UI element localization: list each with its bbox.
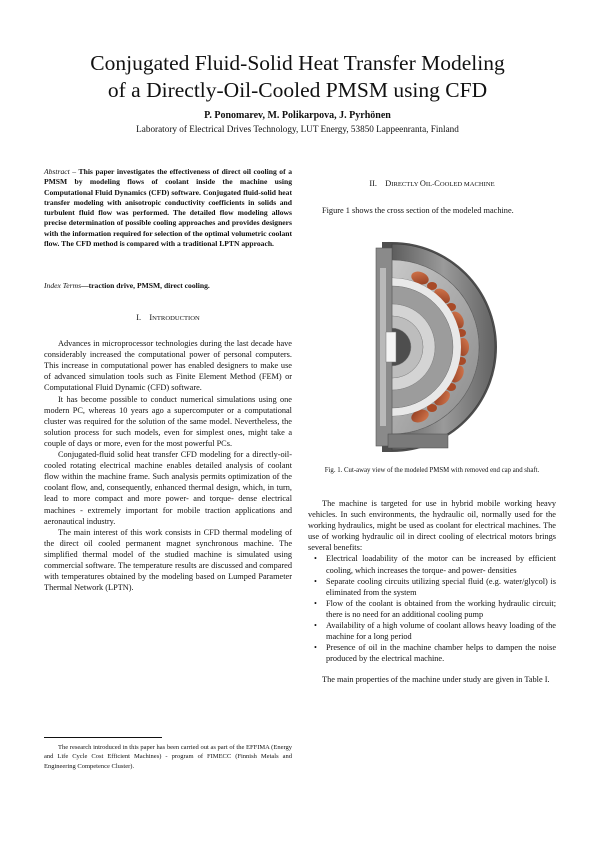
motor-cutaway-figure [362,238,505,456]
section-1-heading [44,312,292,324]
benefits-list-item [308,553,556,575]
title-line-2: of a Directly-Oil-Cooled PMSM using CFD [107,78,488,102]
bullet-icon: • [314,643,317,653]
section-1-initial: I [149,313,153,322]
end-plate-inner [380,268,386,426]
bullet-text: Availability of a high volume of coolant allows heavy loading of the machine for a long period [326,621,556,642]
section-1-paragraph: Conjugated-fluid solid heat transfer CFD modeling for a directly-oil-cooled rotating electrical machine enables detailed analysis of coolant flow within the machine frame. Such analysis permits optimization of the coolant flow, and, consequently, enhanced thermal design, which, in turn, lead to more compact and more power- and torque- dense electrical machines - extremely important for mobile traction applications and aeronautical industry. [44,450,292,526]
section-2-paragraph: The machine is targeted for use in hybrid mobile working heavy vehicles. In such environments, the hydraulic oil, normally used for the working hydraulics, might be used as coolant for electrical machines. The use of working hydraulic oil in direct cooling of electrical motors brings several benefits: [308,499,556,553]
section-1-paragraph: Advances in microprocessor technologies during the last decade have considerably increased the computational power of personal computers. This increase in computational power has enabled designers to make use of advanced simulation tools such as Finite Element Method (FEM) or Computational Fluid Dynamic (CFD) software. [44,339,292,393]
section-2-initial: O [419,179,426,188]
bullet-text: Flow of the coolant is obtained from the working hydraulic circuit; there is no need for an additional cooling pump [326,598,556,619]
section-2-initial: C [434,179,440,188]
index-terms [44,281,292,291]
housing-base [388,434,448,448]
benefits-list [308,553,556,664]
bullet-icon: • [314,621,317,631]
bullet-text: Presence of oil in the machine chamber helps to dampen the noise produced by the electrical machine. [326,643,556,664]
affiliation: Laboratory of Electrical Drives Technology, LUT Energy, 53850 Lappeenranta, Finland [136,124,459,134]
section-1 [44,312,292,593]
section-2-body [308,498,556,686]
section-2-closing: The main properties of the machine under study are given in Table I. [322,675,550,685]
footnote-rule [44,737,162,738]
benefits-list-item [308,598,556,620]
section-2-title-part: IL- [425,181,435,188]
section-1-paragraph: It has become possible to conduct numerical simulations using one modern PC, whereas 10 years ago a supercomputer or a computational cluster was required for the solution of the same model. Nevertheless, the solution process for such models, even for simplest ones, might take a couple of days or more, even for the most powerful PCs. [44,394,292,448]
bullet-text: Separate cooling circuits utilizing special fluid (e.g. water/glycol) is eliminated from the system [326,576,556,597]
section-1-title-rest: NTRODUCTION [152,315,200,322]
paper-title [0,50,595,104]
bullet-icon: • [314,598,317,608]
section-1-numeral: I. [136,313,142,322]
footnote: The research introduced in this paper has been carried out as part of the EFFIMA (Energy and Life Cycle Cost Efficient Machines) - program of FIMECC (Finnish Metals and Engineering Competence Cluster). [44,744,292,770]
bullet-icon: • [314,576,317,586]
index-terms-text: —traction drive, PMSM, direct cooling. [81,281,210,290]
motor-cutaway-image [362,238,505,456]
abstract-label: Abstract – [44,167,77,176]
figure-1-caption: Fig. 1. Cut-away view of the modeled PMSM with removed end cap and shaft. [324,467,540,474]
section-1-paragraph: The main interest of this work consists in CFD thermal modeling of the direct oil cooled permanent magnet synchronous machine. The simplified thermal model of the studied machine is simulated using commercial software. The temperature results are discussed and compared with temperatures obtained by the modeling based on Lumped Parameter Thermal Network (LPTN). [44,527,292,593]
index-terms-label: Index Terms [44,281,82,290]
section-2-title-part: OOLED MACHINE [439,181,495,188]
benefits-list-item [308,576,556,598]
abstract-text: This paper investigates the effectiveness of direct oil cooling of a PMSM by modeling flows of coolant inside the machine using Computational Fluid Dynamics (CFD) software. Conjugated fluid-solid heat transfer modeling with anisotropic conductivity coefficients in solids and turbulent fluid flow was performed. The detailed flow modeling allows precise determination of possible cooling approaches and provides designers with the information required for selection of the optimal volumetric coolant flow. The CFD method is compared with a traditional LPTN approach. [44,167,292,249]
section-2-title-part: IRECTLY [391,181,420,188]
benefits-list-item [308,620,556,642]
section-2-initial: D [385,179,392,188]
shaft-bore [386,332,396,362]
bullet-text: Electrical loadability of the motor can be increased by efficient cooling, which increases the torque- and power- densities [326,554,556,575]
section-2-intro: Figure 1 shows the cross section of the modeled machine. [322,206,514,216]
section-2-heading [308,178,556,190]
section-2-numeral: II. [369,179,377,188]
section-2 [308,178,556,216]
bullet-icon: • [314,554,317,564]
title-line-1: Conjugated Fluid-Solid Heat Transfer Modeling [90,51,505,75]
abstract [44,167,292,249]
authors: P. Ponomarev, M. Polikarpova, J. Pyrhönen [204,110,391,121]
benefits-list-item [308,642,556,664]
